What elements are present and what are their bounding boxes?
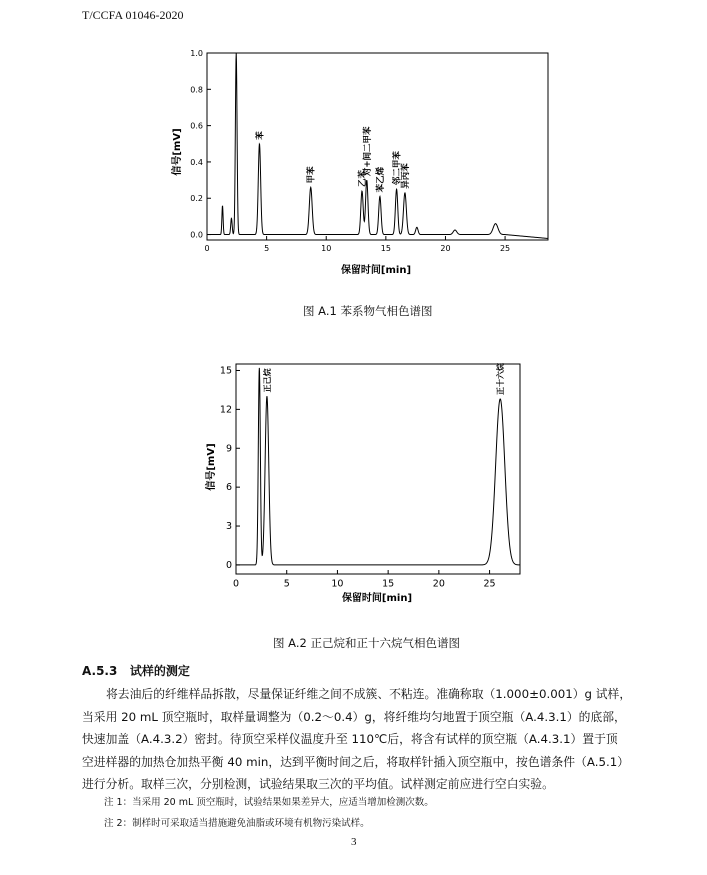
note-2: 注 2：制样时可采取适当措施避免油脂或环境有机物污染试样。 [104, 818, 370, 829]
paragraph-line: 将去油后的纤维样品拆散，尽量保证纤维之间不成簇、不粘连。准确称取（1.000±0.001）g 试样， [106, 687, 632, 701]
y-tick-label: 0 [225, 559, 232, 571]
x-tick-label: 10 [321, 244, 332, 253]
x-tick-label: 15 [380, 244, 391, 253]
plot-frame [236, 364, 520, 574]
section-title: 试样的测定 [129, 664, 190, 678]
figure-a2-caption: 图 A.2 正己烷和正十六烷气相色谱图 [273, 636, 460, 650]
page-number: 3 [351, 836, 357, 848]
paragraph-line: 空进样器的加热仓加热平衡 40 min，达到平衡时间之后，将取样针插入顶空瓶中，按色谱条件（A.5.1） [82, 754, 630, 769]
x-tick-label: 20 [432, 578, 445, 590]
peak-label: 对+间二甲苯 [362, 126, 373, 177]
x-axis-label: 保留时间[min] [340, 265, 412, 276]
plot-frame [207, 53, 548, 240]
peak-label: 苯 [255, 131, 266, 140]
chromatogram-a1 [150, 42, 570, 282]
body-paragraph [82, 683, 632, 796]
y-tick-label: 15 [219, 365, 232, 377]
peak-label: 异丙苯 [400, 163, 411, 189]
y-axis-label: 信号[mV] [206, 443, 217, 491]
x-tick-label: 0 [232, 578, 240, 590]
peak-label: 正十六烷 [496, 363, 506, 395]
peak-label: 苯乙烯 [375, 166, 386, 193]
chromatogram-trace [236, 368, 520, 565]
y-tick-label: 0.2 [190, 194, 203, 204]
chromatogram-trace [207, 53, 548, 238]
x-axis-label: 保留时间[min] [341, 593, 413, 604]
y-tick-label: 6 [225, 482, 232, 494]
x-tick-label: 25 [483, 578, 496, 590]
paragraph-line: 快速加盖（A.4.3.2）密封。待顶空采样仪温度升至 110℃后，将含有试样的顶空瓶（A.4.3.1）置于顶 [82, 732, 618, 746]
y-tick-label: 0.0 [190, 230, 203, 240]
y-tick-label: 0.6 [190, 121, 203, 131]
x-tick-label: 15 [382, 578, 395, 590]
x-tick-label: 20 [440, 244, 451, 253]
figure-a1-caption: 图 A.1 苯系物气相色谱图 [303, 304, 433, 318]
chromatogram-a2 [200, 355, 530, 610]
section-number: A.5.3 [82, 664, 118, 678]
peak-label: 邻二甲苯 [392, 151, 403, 186]
paragraph-line: 当采用 20 mL 顶空瓶时，取样量调整为（0.2～0.4）g，将纤维均匀地置于顶空瓶（A.4.3.1）的底部， [82, 709, 626, 724]
x-tick-label: 25 [499, 244, 511, 253]
peak-label: 乙苯 [358, 169, 368, 187]
y-tick-label: 3 [225, 521, 232, 533]
y-tick-label: 0.4 [190, 157, 203, 167]
paragraph-line: 进行分析。取样三次，分别检测，试验结果取三次的平均值。试样测定前应进行空白实验。 [82, 777, 554, 791]
y-tick-label: 12 [219, 404, 232, 416]
note-1: 注 1：当采用 20 mL 顶空瓶时，试验结果如果差异大，应适当增加检测次数。 [104, 797, 434, 808]
y-tick-label: 9 [225, 443, 232, 455]
x-tick-label: 5 [283, 578, 290, 590]
y-tick-label: 1.0 [190, 49, 203, 58]
x-tick-label: 5 [264, 244, 270, 253]
x-tick-label: 10 [331, 578, 344, 590]
peak-label: 甲苯 [306, 166, 317, 184]
section-heading [82, 662, 190, 679]
peak-label: 正己烷 [262, 368, 272, 393]
standard-code: T/CCFA 01046-2020 [82, 8, 184, 22]
y-axis-label: 信号[mV] [172, 128, 183, 176]
x-tick-label: 0 [204, 244, 210, 253]
y-tick-label: 0.8 [190, 85, 203, 95]
